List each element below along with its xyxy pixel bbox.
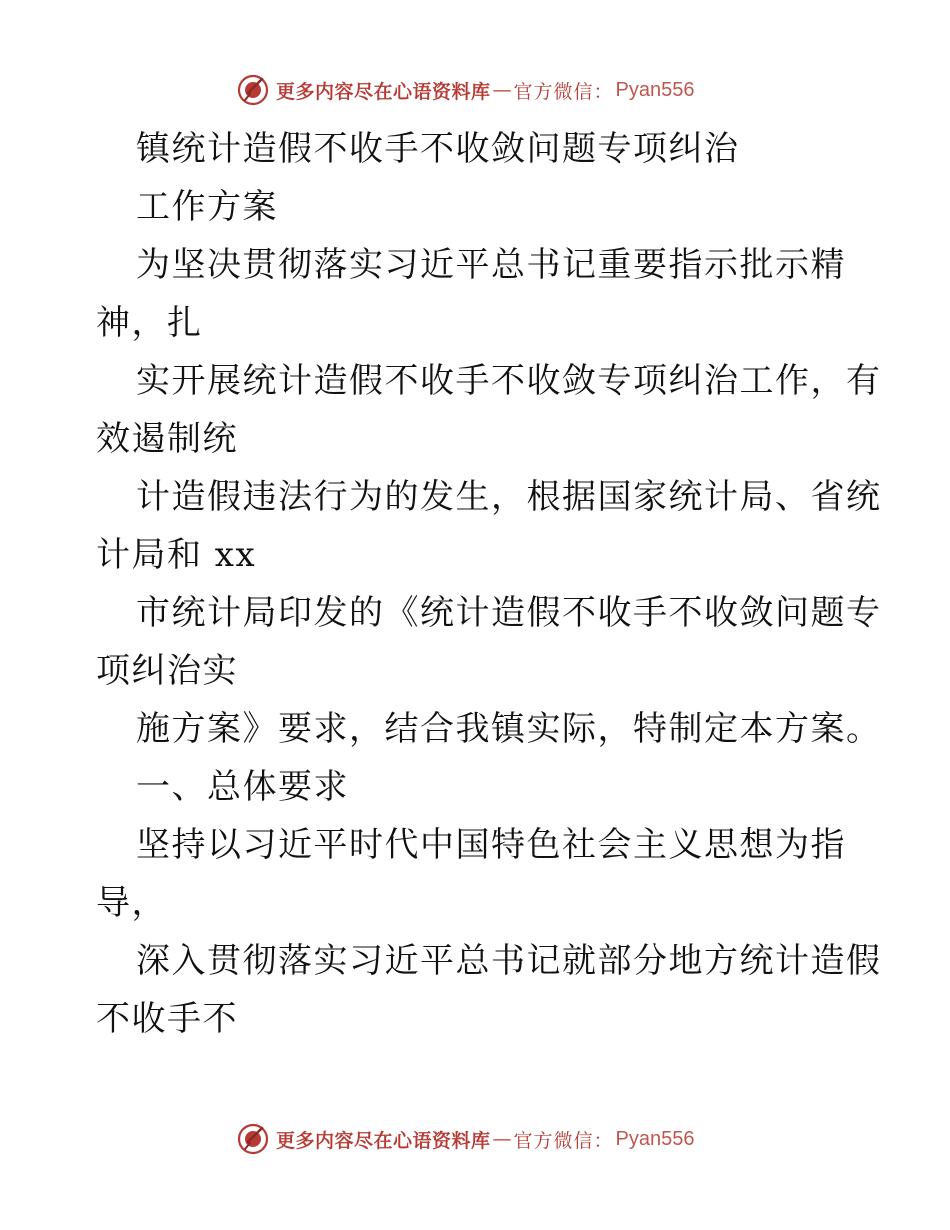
text-line: 计造假违法行为的发生，根据国家统计局、省统: [136, 477, 882, 517]
banner-wechat-label: 官方微信：: [513, 80, 614, 103]
banner-text: 更多内容尽在心语资料库: [276, 80, 491, 103]
text-line: 实开展统计造假不收手不收敛专项纠治工作，有: [136, 361, 882, 401]
text-line: 导，: [96, 883, 167, 923]
footer-banner: [236, 1121, 695, 1157]
text-line: 镇统计造假不收手不收敛问题专项纠治: [136, 129, 740, 169]
banner-wechat-label: 官方微信：: [513, 1129, 614, 1152]
header-banner: [236, 72, 695, 108]
text-line: 坚持以习近平时代中国特色社会主义思想为指: [136, 825, 846, 865]
document-body: [96, 120, 882, 1048]
text-line: 一、总体要求: [136, 767, 349, 807]
text-line: 深入贯彻落实习近平总书记就部分地方统计造假: [136, 941, 882, 981]
text-line: 计局和 xx: [96, 535, 257, 575]
logo-icon: [236, 73, 270, 107]
banner-wechat-id: Pyan556: [615, 78, 695, 101]
banner-dash: —: [492, 79, 512, 101]
text-line: 神，扎: [96, 303, 203, 343]
text-line: 工作方案: [136, 187, 278, 227]
text-line: 为坚决贯彻落实习近平总书记重要指示批示精: [136, 245, 846, 285]
banner-text: 更多内容尽在心语资料库: [276, 1129, 491, 1152]
text-line: 效遏制统: [96, 419, 238, 459]
logo-icon: [236, 1122, 270, 1156]
text-line: 不收手不: [96, 999, 238, 1039]
text-line: 市统计局印发的《统计造假不收手不收敛问题专: [136, 593, 882, 633]
banner-wechat-id: Pyan556: [615, 1127, 695, 1150]
text-line: 项纠治实: [96, 651, 238, 691]
text-line: 施方案》要求，结合我镇实际，特制定本方案。: [136, 709, 882, 749]
banner-dash: —: [492, 1128, 512, 1150]
